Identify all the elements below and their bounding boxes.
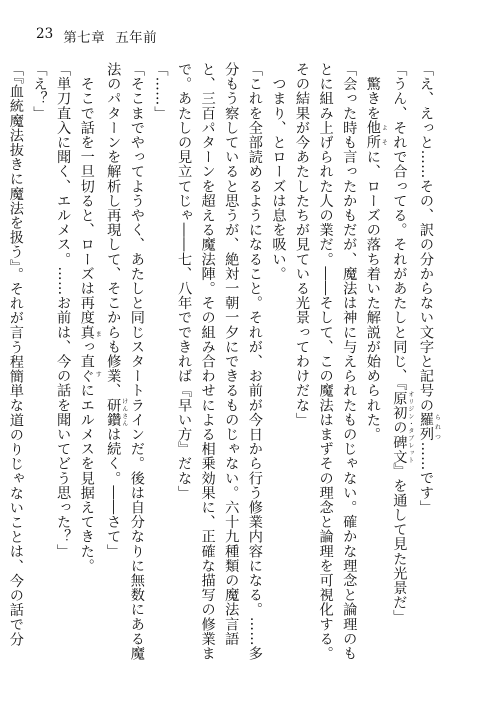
text-line: 「え？」	[31, 62, 48, 121]
text-line: 「え、えっと……その、訳の分からない文字と記号の羅列 られつ……です」	[418, 62, 441, 515]
text-line: 「そこまでやってようやく、あたしと同じスタートラインだ。後は自分なりに無数にある魔法のパターンを解析し再現して、そこからも修業、研鑽 けんさんは続く。――さて」	[105, 62, 145, 661]
ruby-annotation: 他所 よそ	[364, 120, 388, 150]
text-line: 「うん、それで合ってる。それがあたしと同じ、『原初の碑文 オリジン・タブレット』を通して見た光景だ」	[391, 62, 414, 625]
ruby-reading: よそ	[380, 120, 388, 150]
ruby-annotation: 研鑽 けんさん	[105, 397, 128, 428]
ruby-reading: ます	[94, 324, 102, 384]
text-line: 「『血統魔法抜きに魔法を扱う』。それが言う程簡単な道のりじゃないことは、今の話で分	[7, 62, 24, 647]
ruby-reading: られつ	[433, 412, 441, 442]
page-number: 23	[36, 26, 54, 42]
text-line: つまり、とローズは息を吸い。	[270, 62, 287, 281]
text-line: 「会った時も言ったかもだが、魔法は神に与えられたものじゃない。確かな理念と論理のもとに組み上げられた人の業だ。――そして、この魔法はまずその理念と論理を可視化する。その結果が今あたしたちが見ている光景ってわけだな」	[294, 62, 358, 661]
body-text	[7, 62, 441, 664]
ruby-annotation: 羅列 られつ	[418, 412, 441, 442]
text-line: 「これを全部読めるようになること。それが、お前が今日から行う修業内容になる。……多分もう察していると思うが、絶対一朝一夕にできるものじゃない。六十九種類の魔法言語と、三百パターンを超える魔法陣。その組み合わせによる相乗効果に、正確な描写の修業まで。あたしの見立てじゃ――七、八年でできれば『早い方』だな」	[176, 62, 263, 661]
text-line: 「……」	[152, 62, 169, 121]
ruby-annotation: 原初の碑文 オリジン・タブレット	[391, 390, 414, 464]
chapter-title: 五年前	[115, 30, 158, 46]
text-line: 驚きを他所 よそに、ローズの落ち着いた解説が始められた。	[364, 62, 388, 442]
running-header	[36, 26, 157, 46]
ruby-reading: オリジン・タブレット	[406, 390, 414, 464]
ruby-reading: けんさん	[120, 397, 128, 427]
ruby-annotation: 真っ直ぐ ます	[78, 324, 102, 384]
text-line: 「単刀直入に聞く、エルメス。……お前は、今の話を聞いてどう思った？」	[55, 62, 72, 559]
chapter-label: 第七章	[63, 30, 106, 46]
text-line: そこで話を一旦切ると、ローズは再度真っ直ぐ ますにエルメスを見据えてきた。	[78, 62, 102, 574]
